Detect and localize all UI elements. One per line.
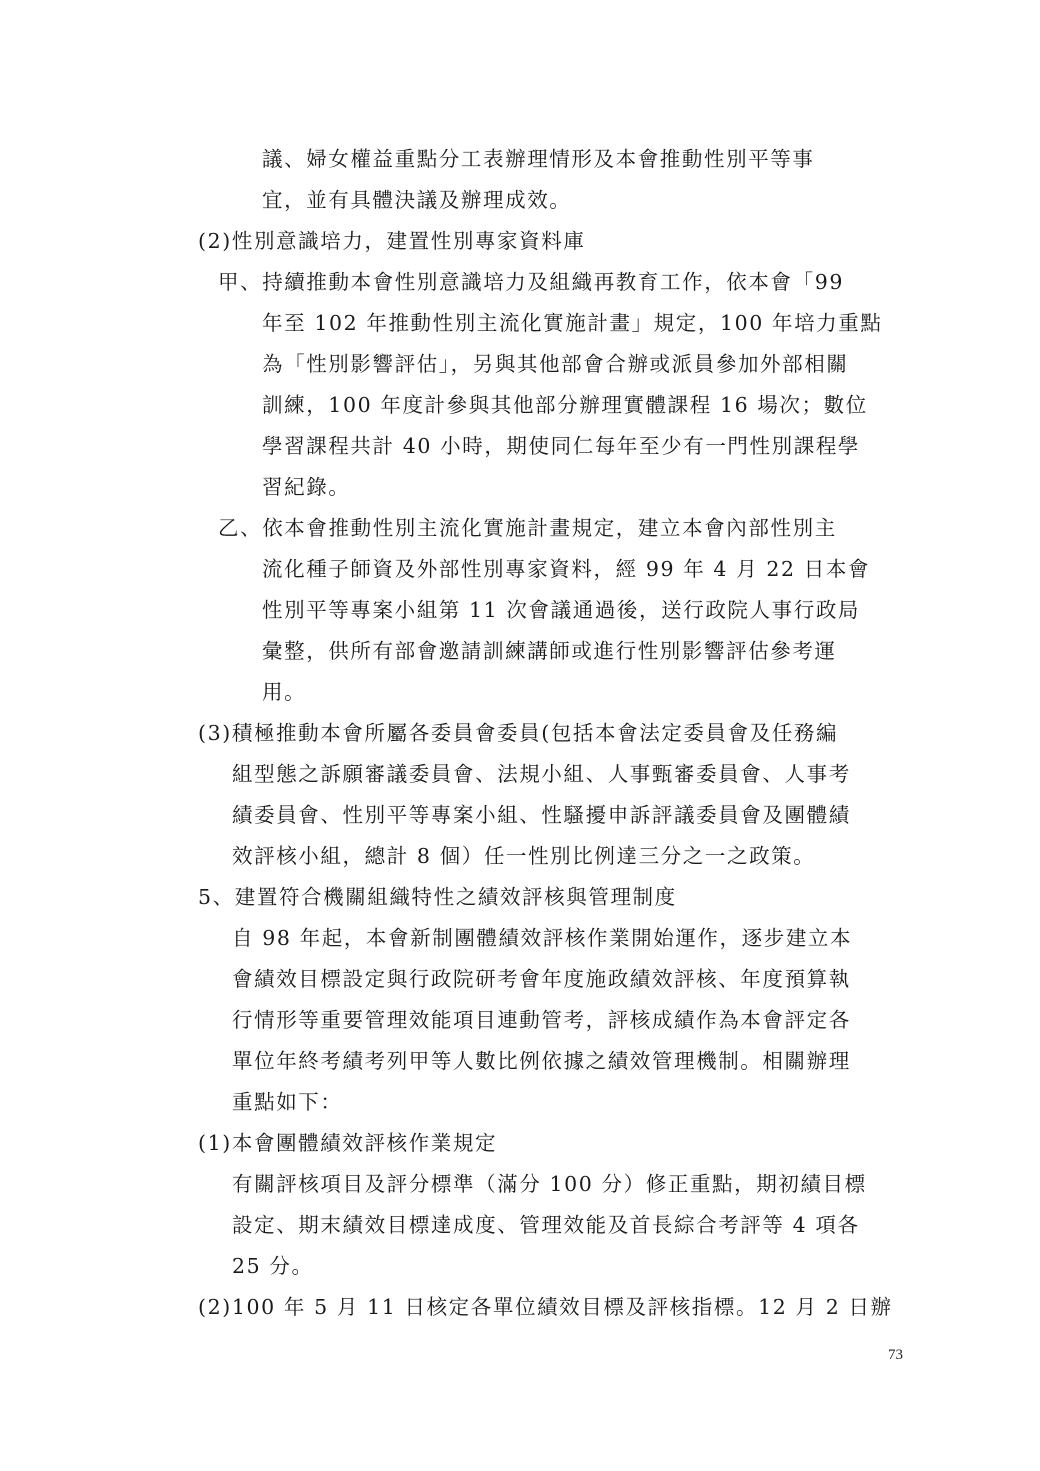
text-line: 單位年終考績考列甲等人數比例依據之績效管理機制。相關辦理 <box>232 1049 851 1073</box>
text-line: 行情形等重要管理效能項目連動管考，評核成績作為本會評定各 <box>232 1008 851 1032</box>
section-heading: (2)性別意識培力，建置性別專家資料庫 <box>198 229 586 253</box>
text-line: 為「性別影響評估」，另與其他部會合辦或派員參加外部相關 <box>262 352 849 376</box>
section-heading: 5、建置符合機關組織特性之績效評核與管理制度 <box>198 885 677 909</box>
text-line: 組型態之訴願審議委員會、法規小組、人事甄審委員會、人事考 <box>232 762 851 786</box>
text-line: 習紀錄。 <box>262 475 351 499</box>
section-heading: (1)本會團體績效評核作業規定 <box>198 1131 498 1155</box>
text-line: 會績效目標設定與行政院研考會年度施政績效評核、年度預算執 <box>232 967 851 991</box>
text-line: 重點如下： <box>232 1090 343 1114</box>
text-line: 設定、期末績效目標達成度、管理效能及首長綜合考評等 4 項各 <box>232 1213 860 1237</box>
text-line: 自 98 年起，本會新制團體績效評核作業開始運作，逐步建立本 <box>232 926 853 950</box>
text-line: 年至 102 年推動性別主流化實施計畫」規定，100 年培力重點 <box>262 311 883 335</box>
text-line: 有關評核項目及評分標準（滿分 100 分）修正重點，期初績目標 <box>232 1172 867 1196</box>
page-number: 73 <box>888 1347 903 1363</box>
text-line: 學習課程共計 40 小時，期使同仁每年至少有一門性別課程學 <box>262 434 861 458</box>
text-line: 甲、持續推動本會性別意識培力及組織再教育工作，依本會「99 <box>218 270 844 294</box>
text-line: 績委員會、性別平等專案小組、性騷擾申訴評議委員會及團體績 <box>232 803 851 827</box>
text-line: 用。 <box>262 680 307 704</box>
text-line: 宜，並有具體決議及辦理成效。 <box>262 188 572 212</box>
text-line: 彙整，供所有部會邀請訓練講師或進行性別影響評估參考運 <box>262 639 837 663</box>
text-line: 議、婦女權益重點分工表辦理情形及本會推動性別平等事 <box>262 147 815 171</box>
text-line: 乙、依本會推動性別主流化實施計畫規定，建立本會內部性別主 <box>218 516 837 540</box>
text-line: 25 分。 <box>232 1254 314 1278</box>
text-line: 訓練，100 年度計參與其他部分辦理實體課程 16 場次；數位 <box>262 393 868 417</box>
text-line: 性別平等專案小組第 11 次會議通過後，送行政院人事行政局 <box>262 598 861 622</box>
section-heading: (2)100 年 5 月 11 日核定各單位績效目標及評核指標。12 月 2 日辦 <box>198 1295 893 1319</box>
text-line: 流化種子師資及外部性別專家資料，經 99 年 4 月 22 日本會 <box>262 557 871 581</box>
section-heading: (3)積極推動本會所屬各委員會委員(包括本會法定委員會及任務編 <box>198 721 839 745</box>
text-line: 效評核小組，總計 8 個）任一性別比例達三分之一之政策。 <box>232 844 816 868</box>
